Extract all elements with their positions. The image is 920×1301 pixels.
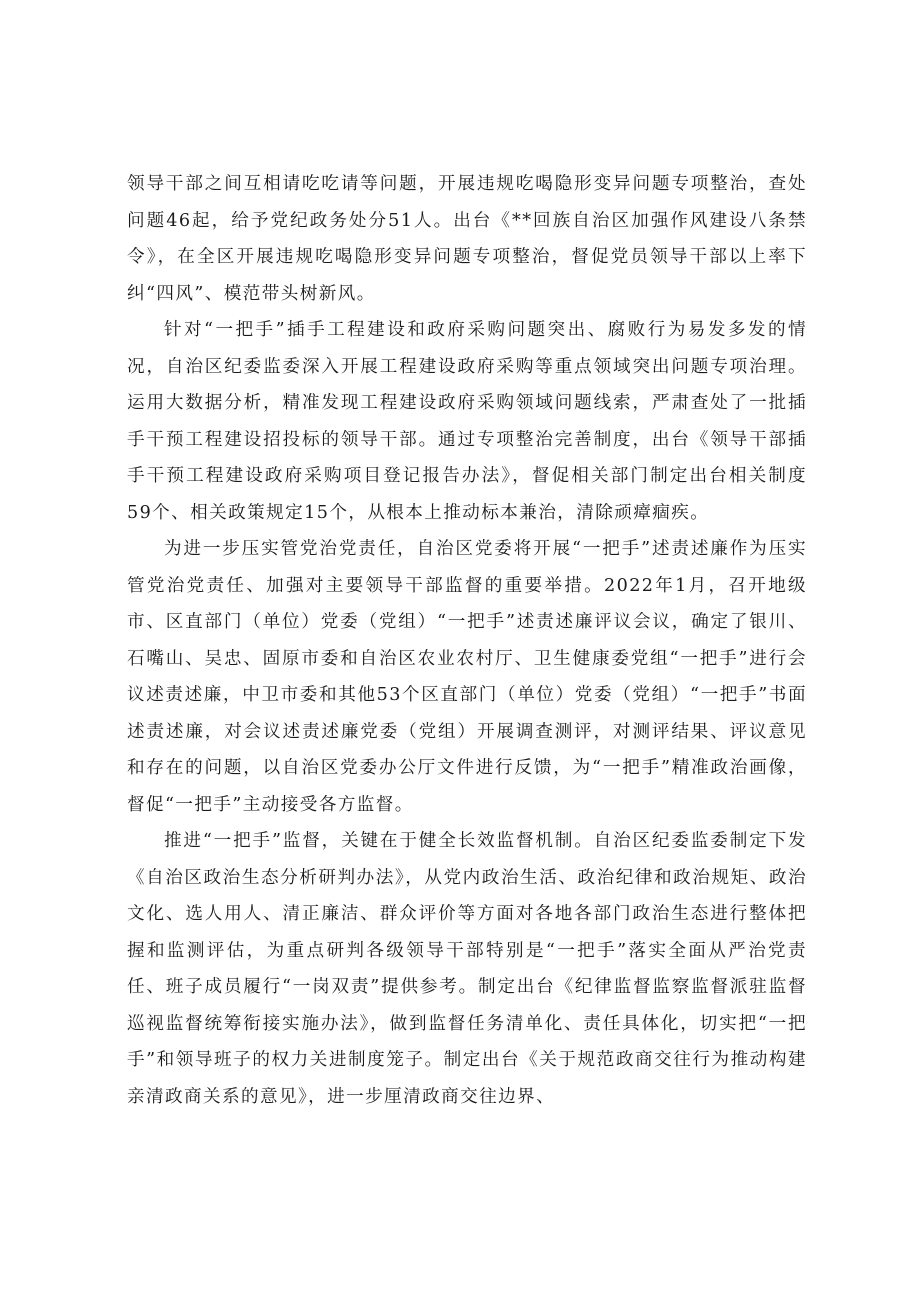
paragraph-3: 为进一步压实管党治党责任，自治区党委将开展“一把手”述责述廉作为压实管党治党责任、加强对主要领导干部监督的重要举措。2022年1月，召开地级市、区直部门（单位）党委（党组）“一把手”述责述廉评议会议，确定了银川、石嘴山、吴忠、固原市委和自治区农业农村厅、卫生健康委党组“一把手”进行会议述责述廉，中卫市委和其他53个区直部门（单位）党委（党组）“一把手”书面述责述廉，对会议述责述廉党委（党组）开展调查测评，对测评结果、评议意见和存在的问题，以自治区党委办公厅文件进行反馈，为“一把手”精准政治画像，督促“一把手”主动接受各方监督。: [127, 539, 807, 815]
document-body: [127, 166, 807, 1115]
paragraph-2: 针对“一把手”插手工程建设和政府采购问题突出、腐败行为易发多发的情况，自治区纪委监委深入开展工程建设政府采购等重点领域突出问题专项治理。运用大数据分析，精准发现工程建设政府采购领域问题线索，严肃查处了一批插手干预工程建设招投标的领导干部。通过专项整治完善制度，出台《领导干部插手干预工程建设政府采购项目登记报告办法》，督促相关部门制定出台相关制度59个、相关政策规定15个，从根本上推动标本兼治，清除顽瘴痼疾。: [127, 320, 807, 523]
paragraph-1: 领导干部之间互相请吃吃请等问题，开展违规吃喝隐形变异问题专项整治，查处问题46起，给予党纪政务处分51人。出台《**回族自治区加强作风建设八条禁令》，在全区开展违规吃喝隐形变异问题专项整治，督促党员领导干部以上率下纠“四风”、模范带头树新风。: [127, 174, 807, 304]
paragraph-4: 推进“一把手”监督，关键在于健全长效监督机制。自治区纪委监委制定下发《自治区政治生态分析研判办法》，从党内政治生活、政治纪律和政治规矩、政治文化、选人用人、清正廉洁、群众评价等方面对各地各部门政治生态进行整体把握和监测评估，为重点研判各级领导干部特别是“一把手”落实全面从严治党责任、班子成员履行“一岗双责”提供参考。制定出台《纪律监督监察监督派驻监督巡视监督统筹衔接实施办法》，做到监督任务清单化、责任具体化，切实把“一把手”和领导班子的权力关进制度笼子。制定出台《关于规范政商交往行为推动构建亲清政商关系的意见》，进一步厘清政商交往边界、: [127, 831, 807, 1107]
